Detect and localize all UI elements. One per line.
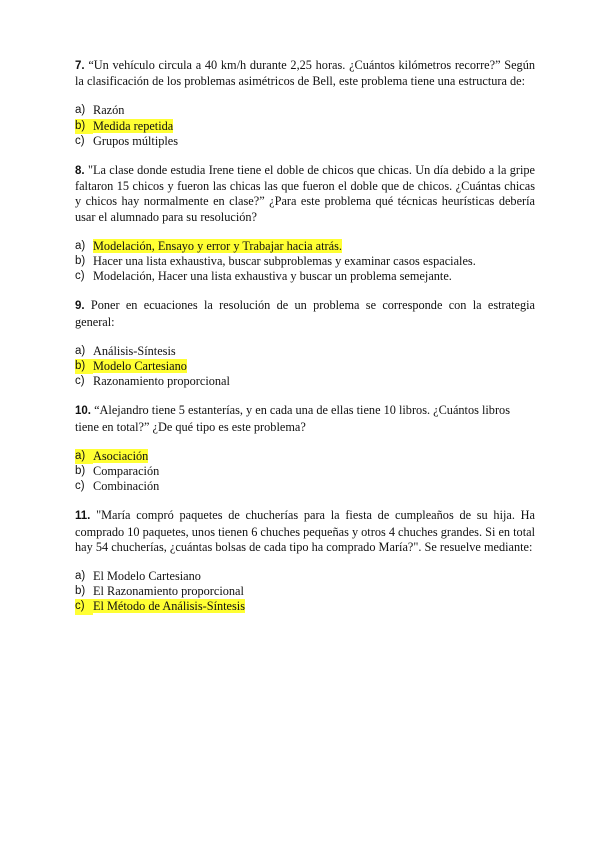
option-letter: a)	[75, 449, 93, 464]
option-text-highlighted: El Método de Análisis-Síntesis	[93, 599, 245, 614]
question-text	[75, 163, 535, 225]
question-number: 11.	[75, 510, 91, 523]
question-number: 9.	[75, 300, 85, 313]
option-letter: b)	[75, 255, 86, 268]
option-text: Modelación, Hacer una lista exhaustiva y buscar un problema semejante.	[93, 269, 452, 284]
option-text-highlighted: Modelo Cartesiano	[93, 359, 187, 374]
options-list	[75, 449, 535, 495]
option-text-highlighted: Medida repetida	[93, 118, 174, 133]
option-letter: c)	[75, 270, 85, 283]
option-text-highlighted: Modelación, Ensayo y error y Trabajar hacia atrás.	[93, 238, 342, 253]
options-list	[75, 239, 535, 285]
option-letter: a)	[75, 104, 86, 117]
option-text: Razonamiento proporcional	[93, 374, 230, 389]
option-letter: a)	[75, 344, 86, 357]
option-text: Grupos múltiples	[93, 133, 179, 148]
option-text: Análisis-Síntesis	[93, 343, 176, 358]
question-body: “Alejandro tiene 5 estanterías, y en cada una de ellas tiene 10 libros. ¿Cuántos libros tiene en total?” ¿De qué tipo es este problema?	[75, 403, 510, 434]
question-text	[75, 508, 535, 555]
question-text	[75, 298, 535, 329]
question-11	[75, 508, 535, 614]
question-8	[75, 163, 535, 284]
option-letter: c)	[75, 599, 93, 614]
option-b	[75, 359, 535, 374]
question-body: “Un vehículo circula a 40 km/h durante 2,25 horas. ¿Cuántos kilómetros recorre?” Según la clasificación de los problemas asimétricos de Bell, este problema tiene una estructura de:	[75, 58, 536, 89]
option-text: Combinación	[93, 479, 160, 494]
option-a	[75, 449, 535, 464]
option-b	[75, 464, 535, 479]
option-letter: b)	[75, 119, 93, 134]
option-letter: b)	[75, 465, 86, 478]
option-a	[75, 344, 535, 359]
question-text	[75, 58, 535, 89]
option-text-highlighted: Asociación	[93, 448, 149, 463]
option-text: El Razonamiento proporcional	[93, 584, 244, 599]
option-a	[75, 569, 535, 584]
option-letter: c)	[75, 134, 85, 147]
option-letter: c)	[75, 480, 85, 493]
option-c	[75, 134, 535, 149]
option-text: El Modelo Cartesiano	[93, 569, 201, 584]
question-body: Poner en ecuaciones la resolución de un problema se corresponde con la estrategia general:	[75, 298, 535, 329]
question-number: 10.	[75, 405, 91, 418]
document-page	[75, 58, 535, 629]
question-number: 8.	[75, 165, 85, 178]
question-body: "La clase donde estudia Irene tiene el doble de chicos que chicas. Un día debido a la gripe faltaron 15 chicos y fueron las chicas las que fueron el doble que de chicos. ¿Cuántas chicas y chicos hay normalmente en clase?” ¿Para este problema qué técnicas heurísticas debería usar el alumnado para su resolución?	[75, 163, 536, 224]
option-a	[75, 239, 535, 254]
option-text: Comparación	[93, 464, 160, 479]
option-text: Razón	[93, 103, 125, 118]
options-list	[75, 344, 535, 390]
options-list	[75, 569, 535, 615]
option-text: Hacer una lista exhaustiva, buscar subproblemas y examinar casos espaciales.	[93, 254, 476, 269]
question-7	[75, 58, 535, 149]
option-letter: a)	[75, 570, 86, 583]
option-a	[75, 103, 535, 118]
question-9	[75, 298, 535, 389]
option-b	[75, 254, 535, 269]
option-letter: c)	[75, 375, 85, 388]
option-c	[75, 269, 535, 284]
option-c	[75, 599, 535, 614]
option-c	[75, 479, 535, 494]
question-body: "María compró paquetes de chucherías para la fiesta de cumpleaños de su hija. Ha comprado 10 paquetes, unos tienen 6 chuches pequeñas y otros 4 chuches grandes. Si en total hay 54 chucherías, ¿cuántas bolsas de cada tipo ha comprado María?". Se resuelve mediante:	[75, 508, 536, 554]
question-10	[75, 403, 535, 494]
option-b	[75, 119, 535, 134]
option-letter: a)	[75, 239, 86, 252]
option-letter: b)	[75, 585, 86, 598]
option-letter: b)	[75, 359, 93, 374]
question-number: 7.	[75, 60, 85, 72]
option-b	[75, 584, 535, 599]
options-list	[75, 103, 535, 149]
option-c	[75, 374, 535, 389]
question-text	[75, 403, 535, 434]
